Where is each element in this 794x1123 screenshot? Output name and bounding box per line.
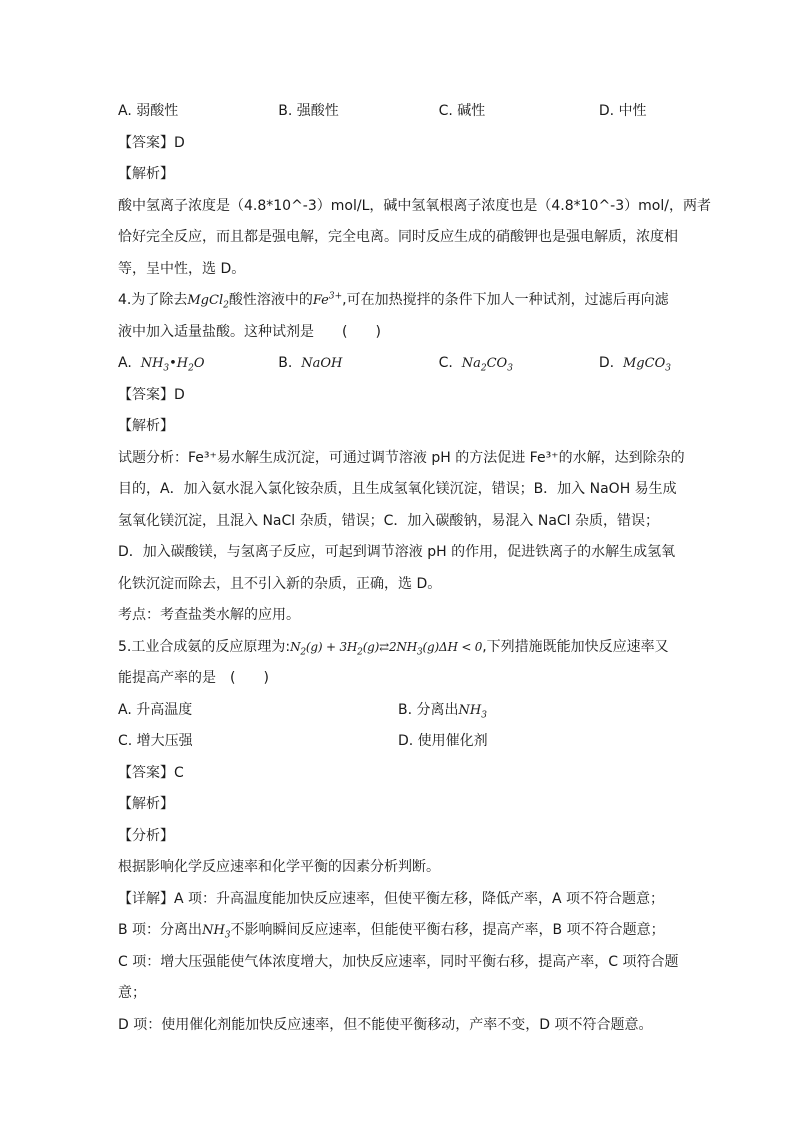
q3-option-d[interactable]: D. 中性 <box>598 103 647 119</box>
q5-stem <box>118 632 678 664</box>
q5-option-b[interactable]: B. 分离出$NH_3$ <box>398 701 487 721</box>
q5-stem-part: 5.工业合成氨的反应原理为: <box>118 638 291 655</box>
q3-option-a[interactable]: A. 弱酸性 <box>118 103 179 119</box>
q3-options <box>118 96 678 128</box>
q5-fenxi-label: 【分析】 <box>118 827 174 844</box>
q4-analysis-line: 化铁沉淀而除去，且不引入新的杂质，正确，选 D。 <box>118 575 442 592</box>
q4-option-c[interactable]: C. $Na_2CO_3$ <box>438 355 513 374</box>
q5-option-a[interactable]: A. 升高温度 <box>118 701 193 718</box>
q5-detail-b: B 项：分离出$NH_3$不影响瞬间反应速率，但能使平衡右移，提高产率，B 项不符合题意； <box>118 922 665 941</box>
q4-option-b[interactable]: B. NaOH <box>278 355 343 371</box>
q3-option-b[interactable]: B. 强酸性 <box>278 103 339 119</box>
q4-kaodian: 考点：考查盐类水解的应用。 <box>118 607 300 623</box>
q4-stem-part: 4.为了除去 <box>118 292 188 308</box>
q4-stem-line2: 液中加入适量盐酸。这种试剂是 ( ) <box>118 323 381 340</box>
q5-detail-c: C 项：增大压强能使气体浓度增大，加快反应速率，同时平衡右移，提高产率，C 项符合题 <box>118 953 679 970</box>
formula-fe3-ion: $Fe^{3+}$ <box>312 291 343 308</box>
q3-analysis-line: 恰好完全反应，而且都是强电解，完全电离。同时反应生成的硝酸钾也是强电解质，浓度相 <box>118 229 678 245</box>
q5-options-row1 <box>118 695 678 727</box>
document-page <box>118 96 711 1041</box>
q4-stem-part: 酸性溶液中的 <box>228 292 313 308</box>
q3-analysis-line: 等，呈中性，选 D。 <box>118 260 246 277</box>
q3-analysis-label: 【解析】 <box>118 166 174 182</box>
formula-mgcl2: MgCl$_2$ <box>187 293 229 311</box>
q3-answer: 【答案】D <box>118 134 185 151</box>
q4-answer: 【答案】D <box>118 386 185 403</box>
q4-option-d[interactable]: D. MgCO$_3$ <box>598 355 671 374</box>
formula-ammonia-synthesis: $N_2(g)$ + $3H_2(g)⇄2NH_3(g)\Delta H < 0$ <box>290 639 483 657</box>
q5-detail-d: D 项：使用催化剂能加快反应速率，但不能使平衡移动，产率不变，D 项不符合题意。 <box>118 1016 653 1033</box>
q3-option-c[interactable]: C. 碱性 <box>438 103 486 119</box>
q4-stem <box>118 285 678 317</box>
q5-stem-line2: 能提高产率的是 ( ) <box>118 670 269 686</box>
q4-stem-part: ,可在加热搅拌的条件下加人一种试剂，过滤后再向滤 <box>342 292 669 308</box>
q5-analysis-label: 【解析】 <box>118 796 174 812</box>
q5-detail-a: 【详解】A 项：升高温度能加快反应速率，但使平衡左移，降低产率，A 项不符合题意； <box>118 890 665 907</box>
q5-answer: 【答案】C <box>118 764 184 781</box>
q4-analysis-line: 目的，A．加入氨水混入氯化铵杂质，且生成氢氧化镁沉淀，错误；B．加入 NaOH 易生成 <box>118 481 677 497</box>
q5-options-row2 <box>118 726 678 758</box>
q4-analysis-line: 氢氧化镁沉淀，且混入 NaCl 杂质，错误；C．加入碳酸钠，易混入 NaCl 杂质，错误； <box>118 512 660 529</box>
q3-analysis-line: 酸中氢离子浓度是（4.8*10^-3）mol/L，碱中氢氧根离子浓度也是（4.8*10^-3）mol/，两者 <box>118 197 711 214</box>
q4-option-a[interactable]: A. $NH_3•H_2O$ <box>118 355 205 374</box>
q5-detail-c: 意； <box>118 985 146 1001</box>
q4-analysis-line: D．加入碳酸镁，与氢离子反应，可起到调节溶液 pH 的作用，促进铁离子的水解生成氢氧 <box>118 544 676 560</box>
q4-analysis-label: 【解析】 <box>118 418 174 434</box>
q5-option-d[interactable]: D. 使用催化剂 <box>398 733 488 749</box>
q4-options <box>118 348 678 380</box>
q5-fenxi: 根据影响化学反应速率和化学平衡的因素分析判断。 <box>118 859 440 875</box>
q5-option-c[interactable]: C. 增大压强 <box>118 733 193 749</box>
q4-analysis-line: 试题分析：Fe³⁺易水解生成沉淀，可通过调节溶液 pH 的方法促进 Fe³⁺的水解，达到除杂的 <box>118 449 685 466</box>
q5-stem-part: ,下列措施既能加快反应速率又 <box>482 638 669 655</box>
